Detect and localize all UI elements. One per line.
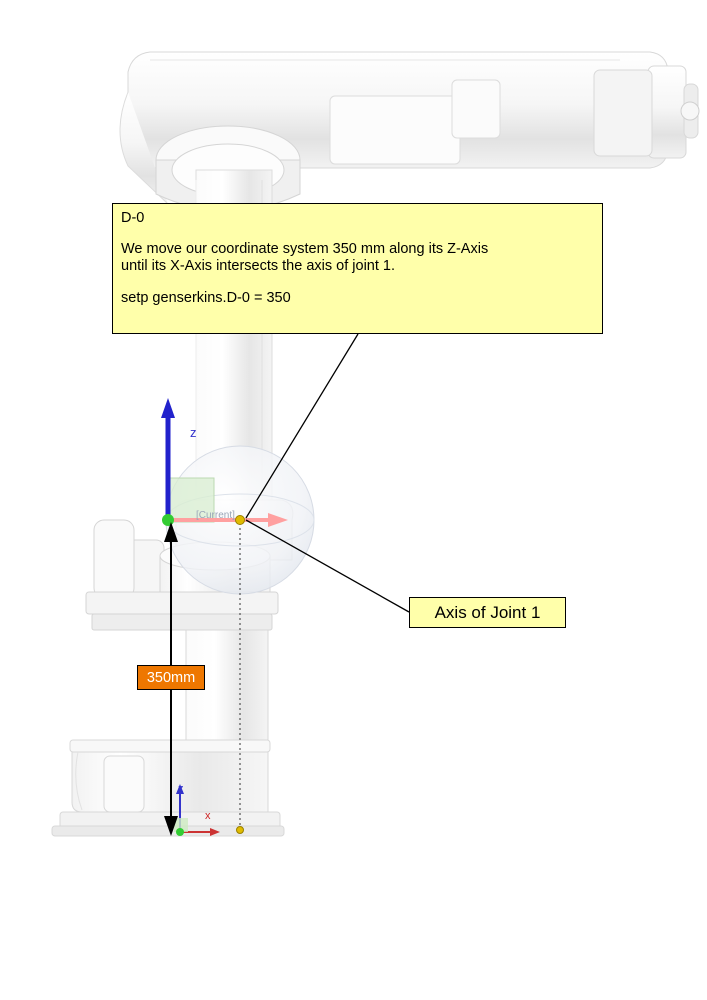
callout-line-1: We move our coordinate system 350 mm along its Z-Axis: [121, 241, 489, 257]
dimension-label: [137, 665, 205, 690]
callout-heading: D-0: [121, 210, 145, 226]
callout-code: setp genserkins.D-0 = 350: [121, 290, 291, 306]
joint-axis-callout: [409, 597, 566, 628]
dimension-value: 350mm: [146, 669, 196, 686]
x-axis-label-base: x: [205, 810, 211, 822]
description-callout: [112, 203, 603, 334]
callout-line-2: until its X-Axis intersects the axis of joint 1.: [121, 258, 395, 274]
z-axis-label-upper: z: [190, 425, 197, 440]
joint-axis-label: Axis of Joint 1: [434, 603, 541, 622]
current-frame-label: [Current]: [196, 510, 235, 521]
z-axis-label-base: z: [178, 783, 184, 795]
